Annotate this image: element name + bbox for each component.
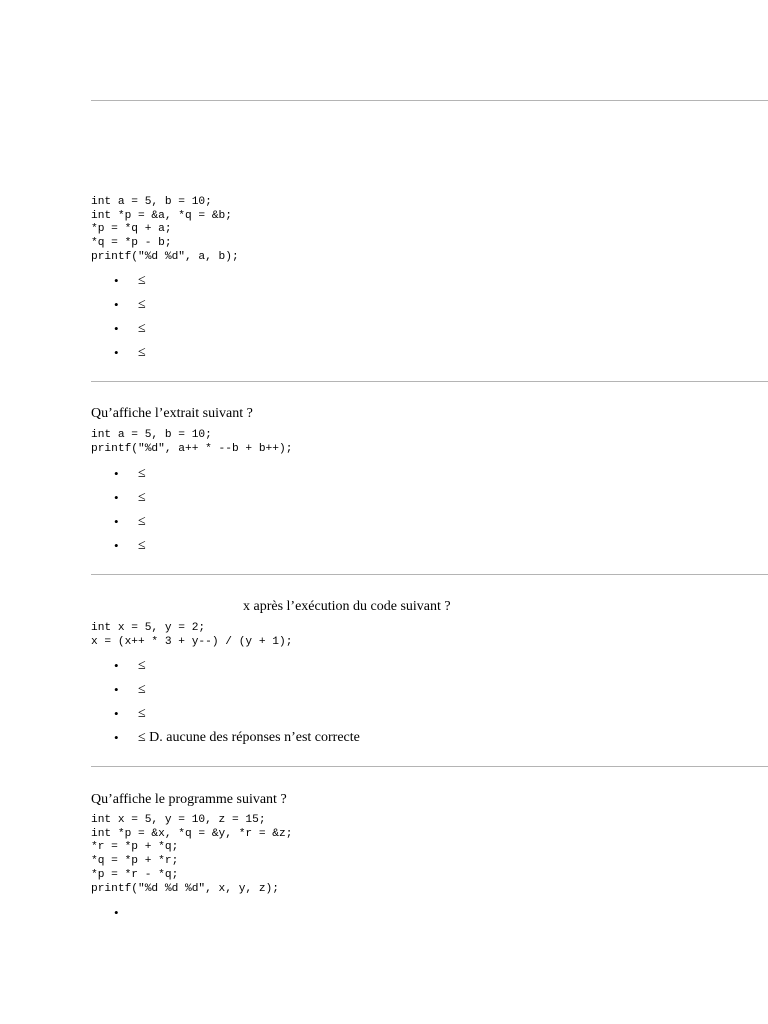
bullet-icon: • xyxy=(114,658,119,673)
bullet-icon: • xyxy=(114,514,119,529)
bullet-icon: • xyxy=(114,321,119,336)
answer-option-text: ≤ xyxy=(138,658,146,673)
code-block: int a = 5, b = 10; int *p = &a, *q = &b; *p = *q + a; *q = *p - b; printf("%d %d", a, b); xyxy=(91,196,239,263)
code-block: int a = 5, b = 10; printf("%d", a++ * --b + b++); xyxy=(91,429,293,455)
code-block: int x = 5, y = 10, z = 15; int *p = &x, *q = &y, *r = &z; *r = *p + *q; *q = *p + *r; *p = *r - *q; printf("%d %d %d", x, y, z); xyxy=(91,814,293,895)
divider xyxy=(91,381,768,382)
code-block: int x = 5, y = 2; x = (x++ * 3 + y--) / (y + 1); xyxy=(91,622,293,648)
divider xyxy=(91,100,768,101)
bullet-icon: • xyxy=(114,730,119,745)
answer-option-text: ≤ xyxy=(138,345,146,360)
bullet-icon: • xyxy=(114,466,119,481)
divider xyxy=(91,574,768,575)
answer-option-text: ≤ xyxy=(138,538,146,553)
bullet-icon: • xyxy=(114,905,119,920)
answer-option-text: ≤ xyxy=(138,321,146,336)
divider xyxy=(91,766,768,767)
answer-option-text: ≤ xyxy=(138,466,146,481)
question-title: Qu’affiche l’extrait suivant ? xyxy=(91,406,253,421)
bullet-icon: • xyxy=(114,682,119,697)
answer-option-text: ≤ D. aucune des réponses n’est correcte xyxy=(138,730,360,745)
bullet-icon: • xyxy=(114,538,119,553)
answer-option-text: ≤ xyxy=(138,514,146,529)
bullet-icon: • xyxy=(114,345,119,360)
answer-option-text: ≤ xyxy=(138,682,146,697)
answer-option-text: ≤ xyxy=(138,273,146,288)
answer-option-text: ≤ xyxy=(138,706,146,721)
question-title: x après l’exécution du code suivant ? xyxy=(243,599,451,614)
bullet-icon: • xyxy=(114,297,119,312)
bullet-icon: • xyxy=(114,273,119,288)
answer-option-text: ≤ xyxy=(138,297,146,312)
bullet-icon: • xyxy=(114,706,119,721)
bullet-icon: • xyxy=(114,490,119,505)
answer-option-text: ≤ xyxy=(138,490,146,505)
question-title: Qu’affiche le programme suivant ? xyxy=(91,792,287,807)
